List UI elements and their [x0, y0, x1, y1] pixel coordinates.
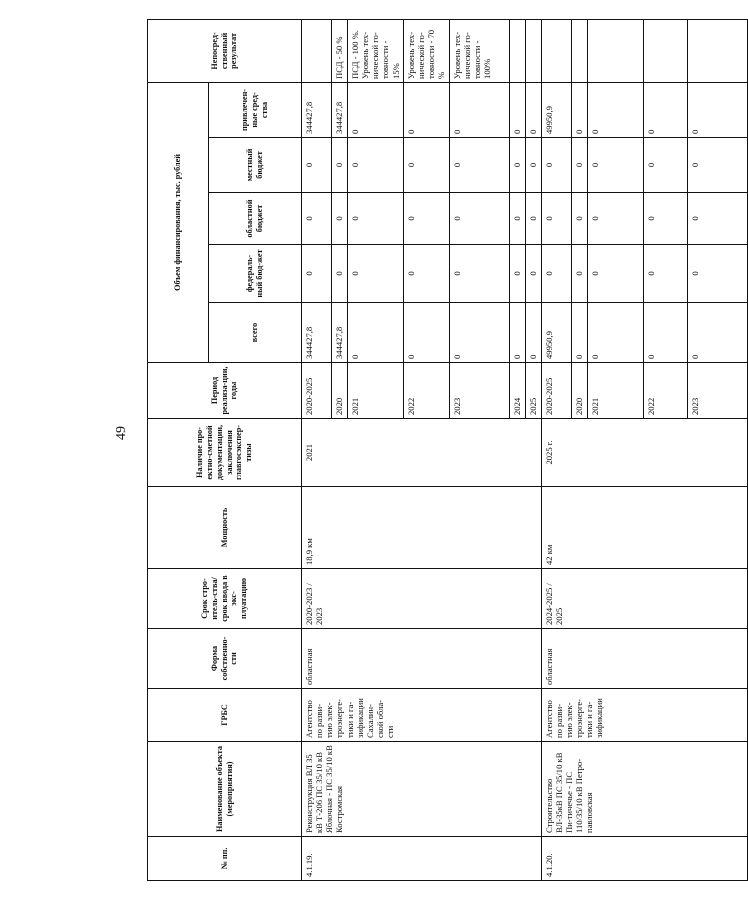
local-cell: 0	[302, 138, 332, 193]
regional-cell: 0	[525, 193, 541, 245]
header-name: Наименование объекта (мероприятия)	[148, 742, 302, 837]
total-cell: 0	[643, 303, 687, 363]
regional-cell: 0	[348, 193, 404, 245]
total-cell: 344427,8	[332, 303, 348, 363]
object-psd: 2025 г.	[541, 419, 747, 487]
object-number: 4.1.20.	[541, 837, 747, 881]
object-psd: 2021	[302, 419, 542, 487]
object-grbs: Агентство по разви-тию элек-троэнерге-тики и га-зификации Сахалин-ской обла-сти	[302, 689, 542, 742]
object-ownership: областная	[302, 629, 542, 689]
extrabudget-cell: 0	[587, 82, 643, 137]
period-cell: 2023	[449, 363, 509, 419]
financing-table	[147, 19, 748, 881]
table-body	[302, 19, 748, 880]
total-cell: 49950,9	[541, 303, 571, 363]
object-capacity: 18,9 км	[302, 487, 542, 569]
local-cell: 0	[509, 138, 525, 193]
extrabudget-cell: 344427,8	[332, 82, 348, 137]
federal-cell: 0	[687, 245, 747, 303]
federal-cell: 0	[541, 245, 571, 303]
header-result: Непосред-ственный результат	[148, 19, 302, 82]
period-cell: 2023	[687, 363, 747, 419]
period-cell: 2025	[525, 363, 541, 419]
extrabudget-cell: 0	[643, 82, 687, 137]
local-cell: 0	[332, 138, 348, 193]
regional-cell: 0	[509, 193, 525, 245]
regional-cell: 0	[643, 193, 687, 245]
period-cell: 2022	[404, 363, 450, 419]
extrabudget-cell: 0	[509, 82, 525, 137]
local-cell: 0	[449, 138, 509, 193]
regional-cell: 0	[541, 193, 571, 245]
object-capacity: 42 км	[541, 487, 747, 569]
federal-cell: 0	[643, 245, 687, 303]
result-cell: ПСД - 50 %	[332, 19, 348, 82]
header-regional: областной бюджет	[209, 193, 302, 245]
total-cell: 0	[571, 303, 587, 363]
header-build-term: Срок стро-итель-ства/срок ввода в экс-плуатацию	[148, 569, 302, 629]
object-ownership: областная	[541, 629, 747, 689]
period-cell: 2020	[571, 363, 587, 419]
extrabudget-cell: 0	[687, 82, 747, 137]
local-cell: 0	[348, 138, 404, 193]
page-number: 49	[114, 426, 129, 440]
table-row	[541, 19, 571, 880]
regional-cell: 0	[302, 193, 332, 245]
extrabudget-cell: 344427,8	[302, 82, 332, 137]
total-cell: 0	[348, 303, 404, 363]
total-cell: 344427,8	[302, 303, 332, 363]
federal-cell: 0	[302, 245, 332, 303]
object-number: 4.1.19.	[302, 837, 542, 881]
result-cell	[687, 19, 747, 82]
regional-cell: 0	[404, 193, 450, 245]
total-cell: 0	[449, 303, 509, 363]
result-cell: Уровень тех-нической го-товности - 70 %	[404, 19, 450, 82]
local-cell: 0	[687, 138, 747, 193]
result-cell	[587, 19, 643, 82]
federal-cell: 0	[509, 245, 525, 303]
regional-cell: 0	[571, 193, 587, 245]
header-capacity: Мощность	[148, 487, 302, 569]
table-header	[148, 19, 302, 880]
header-local: местный бюджет	[209, 138, 302, 193]
regional-cell: 0	[332, 193, 348, 245]
period-cell: 2020-2025	[302, 363, 332, 419]
total-cell: 0	[404, 303, 450, 363]
regional-cell: 0	[449, 193, 509, 245]
federal-cell: 0	[332, 245, 348, 303]
result-cell	[643, 19, 687, 82]
federal-cell: 0	[348, 245, 404, 303]
regional-cell: 0	[587, 193, 643, 245]
local-cell: 0	[587, 138, 643, 193]
total-cell: 0	[509, 303, 525, 363]
local-cell: 0	[571, 138, 587, 193]
extrabudget-cell: 0	[348, 82, 404, 137]
federal-cell: 0	[449, 245, 509, 303]
result-cell	[541, 19, 571, 82]
local-cell: 0	[541, 138, 571, 193]
object-name: Строительство ВЛ-35кВ ПС 35/10 кВ Пи-тичечье - ПС 110/35/10 кВ Петро-павловская	[541, 742, 747, 837]
result-cell	[525, 19, 541, 82]
total-cell: 0	[587, 303, 643, 363]
federal-cell: 0	[404, 245, 450, 303]
total-cell: 0	[687, 303, 747, 363]
header-psd: Наличие про-ектно-сметной документации, заключения главгосэкспер-тизы	[148, 419, 302, 487]
header-federal: федераль-ный бюд-жет	[209, 245, 302, 303]
rotated-table-wrapper	[147, 20, 700, 881]
total-cell: 0	[525, 303, 541, 363]
header-extrabudget: привлечен-ные сред-ства	[209, 82, 302, 137]
result-cell	[571, 19, 587, 82]
regional-cell: 0	[687, 193, 747, 245]
result-cell	[302, 19, 332, 82]
object-build-term: 2024-2025 / 2025	[541, 569, 747, 629]
federal-cell: 0	[587, 245, 643, 303]
header-ownership: Форма собственно-сти	[148, 629, 302, 689]
extrabudget-cell: 49950,9	[541, 82, 571, 137]
object-name: Реконструкция ВЛ 35 кВ Т-206 ПС 35/10 кВ Яблочная - ПС 35/10 кВ Костромская	[302, 742, 542, 837]
period-cell: 2020-2025	[541, 363, 571, 419]
header-financing: Объем финансирования, тыс. рублей	[148, 82, 209, 362]
extrabudget-cell: 0	[449, 82, 509, 137]
period-cell: 2020	[332, 363, 348, 419]
table-row	[302, 19, 332, 880]
header-num: № пп.	[148, 837, 302, 881]
extrabudget-cell: 0	[571, 82, 587, 137]
federal-cell: 0	[525, 245, 541, 303]
local-cell: 0	[525, 138, 541, 193]
header-period: Период реализа-ции, годы	[148, 363, 302, 419]
local-cell: 0	[643, 138, 687, 193]
extrabudget-cell: 0	[404, 82, 450, 137]
extrabudget-cell: 0	[525, 82, 541, 137]
period-cell: 2022	[643, 363, 687, 419]
period-cell: 2021	[348, 363, 404, 419]
header-total: всего	[209, 303, 302, 363]
result-cell: Уровень тех-нической го-товности - 100%	[449, 19, 509, 82]
local-cell: 0	[404, 138, 450, 193]
result-cell: ПСД - 100 %. Уровень тех-нической го-товности - 15%	[348, 19, 404, 82]
period-cell: 2021	[587, 363, 643, 419]
object-build-term: 2020-2023 / 2023	[302, 569, 542, 629]
header-grbs: ГРБС	[148, 689, 302, 742]
result-cell	[509, 19, 525, 82]
period-cell: 2024	[509, 363, 525, 419]
federal-cell: 0	[571, 245, 587, 303]
object-grbs: Агентство по разви-тию элек-троэнерге-тики и га-зификации	[541, 689, 747, 742]
